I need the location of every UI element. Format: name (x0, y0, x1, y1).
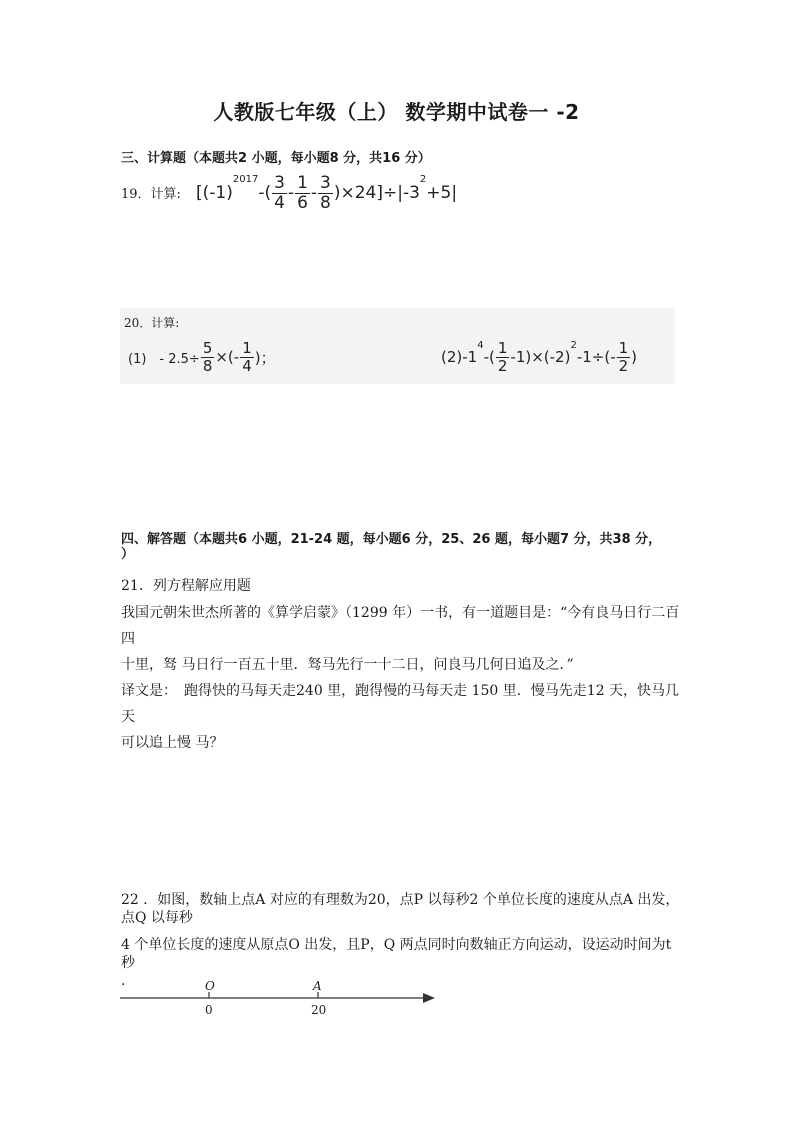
section-3-heading: 三、计算题（本题共2 小题，每小题8 分，共16 分） (121, 151, 431, 166)
section-4-heading-line: 四、解答题（本题共6 小题，21-24 题，每小题6 分，25、26 题，每小题7 分，共38 分， (121, 532, 662, 547)
q19-label: 19．计算: (121, 187, 181, 202)
fraction (201, 338, 215, 375)
q19-expr-part: )×24]÷|-3 (333, 183, 420, 203)
point-o-label: O (205, 979, 215, 993)
q22-line: 22 ．如图，数轴上点A 对应的有理数为20，点P 以每秒2 个单位长度的速度从点A 出发， (121, 892, 680, 908)
point-a-label: A (313, 979, 322, 993)
fraction (295, 172, 310, 213)
numerator: 1 (242, 338, 252, 357)
arrow-head-icon (423, 993, 435, 1003)
denominator: 8 (320, 192, 331, 213)
q20-expr-part: -( (483, 348, 495, 366)
denominator: 2 (618, 356, 629, 375)
point-a-value: 20 (311, 1003, 327, 1017)
numerator: 1 (297, 172, 308, 193)
q22-line: 4 个单位长度的速度从原点O 出发，且P，Q 两点同时向数轴正方向运动，设运动时间为t 秒 (121, 937, 672, 971)
q21-label: 21．列方程解应用题 (121, 578, 251, 594)
fraction (318, 172, 333, 213)
q19-expr-part: +5| (426, 183, 458, 203)
fraction (240, 338, 254, 375)
q20-exponent: 4 (477, 340, 484, 351)
q20-expr-part: )； (254, 348, 276, 367)
q19-expr-part: -( (258, 183, 272, 203)
q19-exponent: 2 (419, 174, 427, 185)
q20-expr-part: (2)-1 (441, 348, 478, 366)
numerator: 5 (202, 338, 213, 357)
section-4-heading-line: ） (121, 547, 135, 562)
q22-text-top (121, 891, 681, 927)
fraction (617, 338, 631, 375)
q21-line: 译文是： 跑得快的马每天走240 里，跑得慢的马每天走 150 里．慢马先走12 天，快马几天 (121, 683, 680, 725)
q20-label: 20．计算: (124, 316, 180, 330)
denominator: 6 (297, 192, 308, 213)
q20-expr-part: ×(- (215, 348, 240, 366)
fraction (496, 338, 510, 375)
q21-text (121, 600, 681, 756)
q20-expr-part: -1÷(- (576, 348, 616, 366)
q19-expr-part: - (310, 183, 318, 203)
q20-expr-part: -1)×(-2) (510, 348, 571, 366)
q19-expr-part: - (287, 183, 295, 203)
q22-line: . (121, 973, 126, 989)
q20-expr-part: (1) - 2.5÷ (128, 351, 200, 367)
q20-part2-expression (441, 336, 637, 378)
q21-line: 我国元朝朱世杰所著的《算学启蒙》（1299 年）一书，有一道题目是：“今有良马日行二百四 (121, 605, 680, 647)
page-title: 人教版七年级（上） 数学期中试卷一 -2 (213, 100, 580, 124)
denominator: 4 (274, 192, 285, 213)
point-o-value: 0 (205, 1003, 213, 1017)
numerator: 1 (497, 338, 508, 357)
q20-part1-expression (128, 336, 276, 378)
q20-expr-part: ) (631, 348, 638, 366)
denominator: 8 (202, 356, 213, 375)
q21-line: 十里，驽 马日行一百五十里．驽马先行一十二日，问良马几何日追及之．” (121, 657, 574, 673)
fraction (272, 172, 287, 213)
denominator: 4 (242, 356, 252, 375)
number-line (115, 978, 445, 1023)
q20-exponent: 2 (570, 340, 577, 351)
numerator: 1 (618, 338, 629, 357)
q19-expr-part: [(-1) (196, 183, 233, 203)
section-4-heading (121, 532, 681, 562)
q21-line: 可以追上慢 马？ (121, 735, 224, 751)
denominator: 2 (497, 356, 508, 375)
q19-exponent: 2017 (232, 174, 259, 185)
numerator: 3 (320, 172, 331, 193)
numerator: 3 (274, 172, 285, 193)
q19-expression (196, 172, 457, 214)
q22-line: 点Q 以每秒 (121, 910, 193, 926)
